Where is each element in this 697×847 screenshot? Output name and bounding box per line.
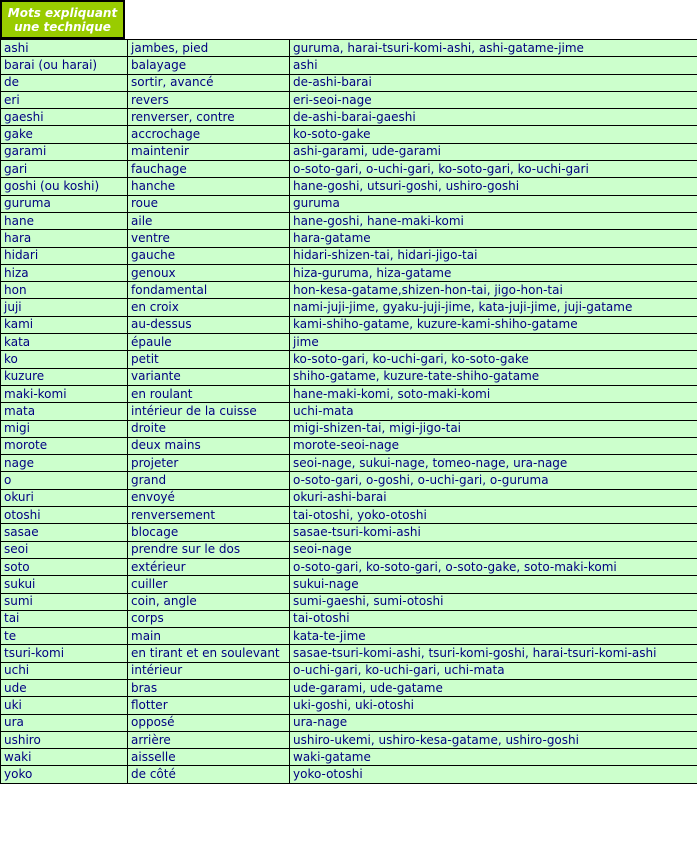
table-row (1, 697, 697, 714)
examples-cell: ko-soto-gari, ko-uchi-gari, ko-soto-gake (290, 351, 697, 368)
table-row (1, 126, 697, 143)
table-row (1, 143, 697, 160)
meaning-cell: envoyé (128, 489, 290, 506)
examples-cell: ura-nage (290, 714, 697, 731)
meaning-cell: projeter (128, 455, 290, 472)
term-cell: ude (1, 679, 128, 696)
meaning-cell: intérieur (128, 662, 290, 679)
term-cell: uki (1, 697, 128, 714)
term-cell: juji (1, 299, 128, 316)
term-cell: tai (1, 610, 128, 627)
meaning-cell: aile (128, 212, 290, 229)
table-row (1, 593, 697, 610)
examples-cell: o-soto-gari, o-goshi, o-uchi-gari, o-guruma (290, 472, 697, 489)
meaning-cell: blocage (128, 524, 290, 541)
examples-cell: waki-gatame (290, 749, 697, 766)
examples-cell: o-soto-gari, o-uchi-gari, ko-soto-gari, ko-uchi-gari (290, 161, 697, 178)
term-cell: otoshi (1, 507, 128, 524)
table-row (1, 437, 697, 454)
examples-cell: tai-otoshi (290, 610, 697, 627)
examples-cell: hiza-guruma, hiza-gatame (290, 264, 697, 281)
table-title-line-2: une technique (14, 20, 111, 34)
examples-cell: uchi-mata (290, 403, 697, 420)
examples-cell: guruma, harai-tsuri-komi-ashi, ashi-gatame-jime (290, 40, 697, 57)
meaning-cell: deux mains (128, 437, 290, 454)
examples-cell: kami-shiho-gatame, kuzure-kami-shiho-gatame (290, 316, 697, 333)
table-row (1, 749, 697, 766)
term-cell: okuri (1, 489, 128, 506)
meaning-cell: opposé (128, 714, 290, 731)
meaning-cell: ventre (128, 230, 290, 247)
examples-cell: ashi-garami, ude-garami (290, 143, 697, 160)
examples-cell: ashi (290, 57, 697, 74)
table-title (0, 0, 125, 39)
term-cell: sumi (1, 593, 128, 610)
term-cell: hidari (1, 247, 128, 264)
table-row (1, 109, 697, 126)
meaning-cell: droite (128, 420, 290, 437)
table-row (1, 334, 697, 351)
term-cell: ashi (1, 40, 128, 57)
meaning-cell: épaule (128, 334, 290, 351)
meaning-cell: roue (128, 195, 290, 212)
examples-cell: o-uchi-gari, ko-uchi-gari, uchi-mata (290, 662, 697, 679)
examples-cell: hane-goshi, utsuri-goshi, ushiro-goshi (290, 178, 697, 195)
table-row (1, 766, 697, 783)
examples-cell: tai-otoshi, yoko-otoshi (290, 507, 697, 524)
term-cell: waki (1, 749, 128, 766)
table-row (1, 316, 697, 333)
meaning-cell: main (128, 628, 290, 645)
term-cell: hon (1, 282, 128, 299)
meaning-cell: aisselle (128, 749, 290, 766)
term-cell: guruma (1, 195, 128, 212)
table-row (1, 576, 697, 593)
examples-cell: hane-maki-komi, soto-maki-komi (290, 385, 697, 402)
term-cell: o (1, 472, 128, 489)
meaning-cell: genoux (128, 264, 290, 281)
meaning-cell: bras (128, 679, 290, 696)
term-cell: kuzure (1, 368, 128, 385)
term-cell: hane (1, 212, 128, 229)
table-row (1, 507, 697, 524)
meaning-cell: balayage (128, 57, 290, 74)
term-cell: kata (1, 334, 128, 351)
term-cell: uchi (1, 662, 128, 679)
table-row (1, 247, 697, 264)
glossary-table (0, 39, 697, 784)
meaning-cell: renverser, contre (128, 109, 290, 126)
meaning-cell: hanche (128, 178, 290, 195)
examples-cell: sukui-nage (290, 576, 697, 593)
meaning-cell: fondamental (128, 282, 290, 299)
examples-cell: hidari-shizen-tai, hidari-jigo-tai (290, 247, 697, 264)
table-row (1, 679, 697, 696)
meaning-cell: extérieur (128, 558, 290, 575)
table-row (1, 161, 697, 178)
meaning-cell: coin, angle (128, 593, 290, 610)
table-row (1, 541, 697, 558)
meaning-cell: accrochage (128, 126, 290, 143)
glossary-table-body (1, 40, 697, 784)
examples-cell: seoi-nage, sukui-nage, tomeo-nage, ura-nage (290, 455, 697, 472)
examples-cell: de-ashi-barai (290, 74, 697, 91)
meaning-cell: gauche (128, 247, 290, 264)
examples-cell: sasae-tsuri-komi-ashi, tsuri-komi-goshi, harai-tsuri-komi-ashi (290, 645, 697, 662)
meaning-cell: au-dessus (128, 316, 290, 333)
examples-cell: de-ashi-barai-gaeshi (290, 109, 697, 126)
examples-cell: eri-seoi-nage (290, 91, 697, 108)
table-row (1, 472, 697, 489)
table-row (1, 57, 697, 74)
examples-cell: sasae-tsuri-komi-ashi (290, 524, 697, 541)
table-row (1, 40, 697, 57)
table-row (1, 731, 697, 748)
term-cell: de (1, 74, 128, 91)
table-row (1, 351, 697, 368)
meaning-cell: cuiller (128, 576, 290, 593)
meaning-cell: maintenir (128, 143, 290, 160)
table-row (1, 368, 697, 385)
term-cell: tsuri-komi (1, 645, 128, 662)
meaning-cell: sortir, avancé (128, 74, 290, 91)
table-row (1, 714, 697, 731)
meaning-cell: corps (128, 610, 290, 627)
table-row (1, 662, 697, 679)
examples-cell: kata-te-jime (290, 628, 697, 645)
meaning-cell: flotter (128, 697, 290, 714)
term-cell: kami (1, 316, 128, 333)
examples-cell: jime (290, 334, 697, 351)
table-row (1, 524, 697, 541)
term-cell: gari (1, 161, 128, 178)
table-row (1, 489, 697, 506)
table-row (1, 282, 697, 299)
term-cell: soto (1, 558, 128, 575)
term-cell: garami (1, 143, 128, 160)
examples-cell: morote-seoi-nage (290, 437, 697, 454)
meaning-cell: de côté (128, 766, 290, 783)
term-cell: hara (1, 230, 128, 247)
examples-cell: uki-goshi, uki-otoshi (290, 697, 697, 714)
term-cell: sukui (1, 576, 128, 593)
examples-cell: shiho-gatame, kuzure-tate-shiho-gatame (290, 368, 697, 385)
term-cell: seoi (1, 541, 128, 558)
meaning-cell: en tirant et en soulevant (128, 645, 290, 662)
table-row (1, 558, 697, 575)
meaning-cell: variante (128, 368, 290, 385)
term-cell: ura (1, 714, 128, 731)
examples-cell: hane-goshi, hane-maki-komi (290, 212, 697, 229)
term-cell: ko (1, 351, 128, 368)
meaning-cell: intérieur de la cuisse (128, 403, 290, 420)
term-cell: migi (1, 420, 128, 437)
term-cell: nage (1, 455, 128, 472)
term-cell: eri (1, 91, 128, 108)
examples-cell: seoi-nage (290, 541, 697, 558)
table-row (1, 212, 697, 229)
table-row (1, 645, 697, 662)
table-row (1, 195, 697, 212)
term-cell: hiza (1, 264, 128, 281)
term-cell: gake (1, 126, 128, 143)
examples-cell: ko-soto-gake (290, 126, 697, 143)
meaning-cell: grand (128, 472, 290, 489)
term-cell: goshi (ou koshi) (1, 178, 128, 195)
meaning-cell: renversement (128, 507, 290, 524)
table-row (1, 628, 697, 645)
table-row (1, 230, 697, 247)
term-cell: yoko (1, 766, 128, 783)
table-row (1, 385, 697, 402)
meaning-cell: en croix (128, 299, 290, 316)
term-cell: sasae (1, 524, 128, 541)
term-cell: morote (1, 437, 128, 454)
table-title-line-1: Mots expliquant (7, 6, 118, 20)
term-cell: maki-komi (1, 385, 128, 402)
examples-cell: sumi-gaeshi, sumi-otoshi (290, 593, 697, 610)
examples-cell: o-soto-gari, ko-soto-gari, o-soto-gake, soto-maki-komi (290, 558, 697, 575)
table-row (1, 455, 697, 472)
table-row (1, 299, 697, 316)
meaning-cell: petit (128, 351, 290, 368)
examples-cell: okuri-ashi-barai (290, 489, 697, 506)
examples-cell: nami-juji-jime, gyaku-juji-jime, kata-juji-jime, juji-gatame (290, 299, 697, 316)
term-cell: te (1, 628, 128, 645)
meaning-cell: arrière (128, 731, 290, 748)
meaning-cell: en roulant (128, 385, 290, 402)
examples-cell: ude-garami, ude-gatame (290, 679, 697, 696)
examples-cell: ushiro-ukemi, ushiro-kesa-gatame, ushiro-goshi (290, 731, 697, 748)
meaning-cell: revers (128, 91, 290, 108)
term-cell: gaeshi (1, 109, 128, 126)
examples-cell: yoko-otoshi (290, 766, 697, 783)
examples-cell: hara-gatame (290, 230, 697, 247)
table-row (1, 178, 697, 195)
table-row (1, 403, 697, 420)
meaning-cell: prendre sur le dos (128, 541, 290, 558)
examples-cell: guruma (290, 195, 697, 212)
table-row (1, 264, 697, 281)
term-cell: mata (1, 403, 128, 420)
term-cell: barai (ou harai) (1, 57, 128, 74)
meaning-cell: jambes, pied (128, 40, 290, 57)
table-row (1, 420, 697, 437)
term-cell: ushiro (1, 731, 128, 748)
examples-cell: hon-kesa-gatame,shizen-hon-tai, jigo-hon-tai (290, 282, 697, 299)
examples-cell: migi-shizen-tai, migi-jigo-tai (290, 420, 697, 437)
table-row (1, 610, 697, 627)
table-row (1, 91, 697, 108)
table-row (1, 74, 697, 91)
meaning-cell: fauchage (128, 161, 290, 178)
